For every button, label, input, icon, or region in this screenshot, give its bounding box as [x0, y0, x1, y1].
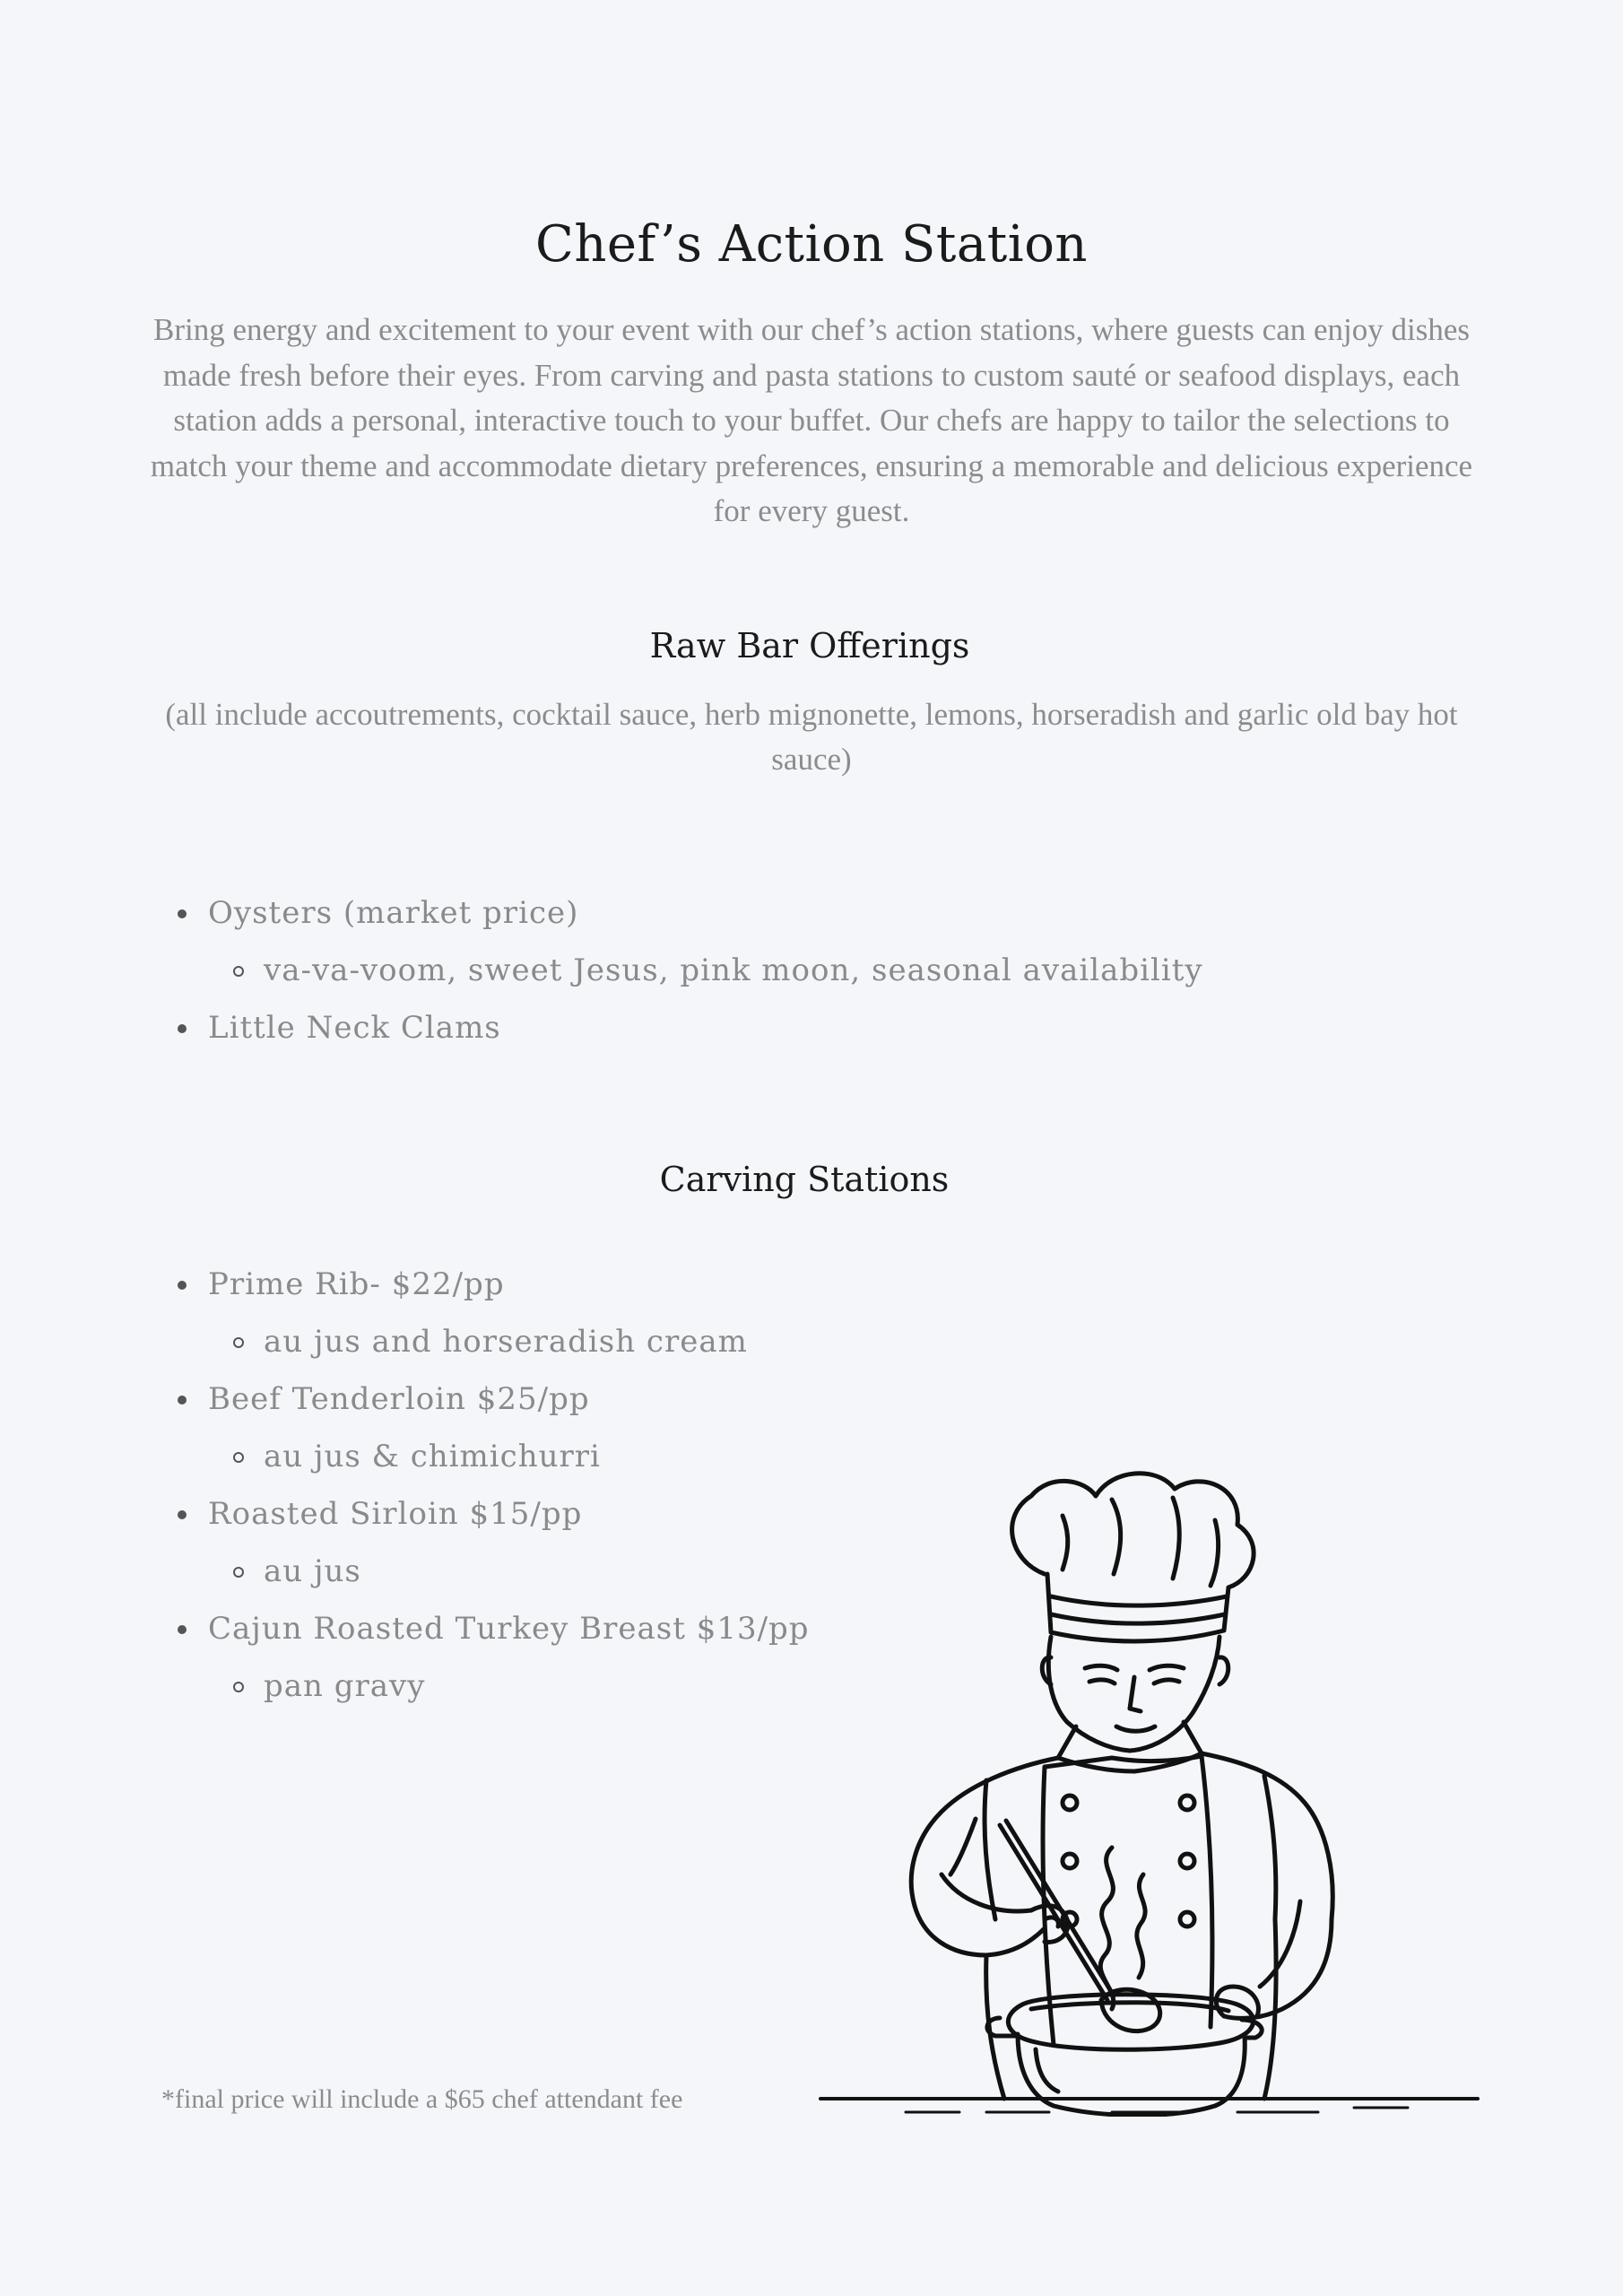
list-subitem	[208, 1657, 810, 1715]
chef-illustration-icon	[816, 1453, 1480, 2117]
carving-list	[208, 1256, 810, 1715]
list-subitem	[208, 1428, 810, 1485]
list-subitem	[208, 1313, 810, 1370]
footnote: *final price will include a $65 chef attendant fee	[161, 2084, 683, 2114]
bullet-icon	[178, 1024, 187, 1033]
list-subitem-label: au jus	[264, 1553, 361, 1589]
list-item	[208, 1485, 810, 1543]
raw-bar-list	[208, 884, 1203, 1057]
bullet-icon	[178, 1625, 187, 1634]
list-item	[208, 884, 1203, 942]
list-item-label: Little Neck Clams	[208, 1010, 501, 1046]
bullet-icon	[178, 1510, 187, 1519]
raw-bar-note: (all include accoutrements, cocktail sauce, herb mignonette, lemons, horseradish and garlic old bay hot sauce)	[165, 697, 1458, 777]
list-subitem-label: va-va-voom, sweet Jesus, pink moon, seasonal availability	[264, 952, 1203, 988]
list-item	[208, 1370, 810, 1428]
bullet-icon	[178, 1281, 187, 1290]
bullet-icon	[178, 909, 187, 918]
sub-bullet-icon	[233, 1682, 244, 1692]
list-item	[208, 1256, 810, 1313]
list-subitem-label: au jus & chimichurri	[264, 1439, 601, 1474]
sub-bullet-icon	[233, 1337, 244, 1348]
list-item-label: Roasted Sirloin $15/pp	[208, 1496, 583, 1532]
list-item-label: Prime Rib- $22/pp	[208, 1266, 505, 1302]
list-subitem-label: au jus and horseradish cream	[264, 1324, 748, 1360]
list-subitem-label: pan gravy	[264, 1668, 426, 1704]
list-item	[208, 1600, 810, 1657]
carving-heading: Carving Stations	[659, 1160, 950, 1199]
page-title: Chef’s Action Station	[535, 215, 1088, 274]
bullet-icon	[178, 1396, 187, 1405]
sub-bullet-icon	[233, 966, 244, 977]
raw-bar-heading: Raw Bar Offerings	[649, 626, 970, 665]
sub-bullet-icon	[233, 1452, 244, 1463]
list-item-label: Cajun Roasted Turkey Breast $13/pp	[208, 1611, 810, 1647]
list-item-label: Oysters (market price)	[208, 895, 579, 931]
intro-paragraph: Bring energy and excitement to your event with our chef’s action stations, where guests can enjoy dishes made fresh before their eyes. From carving and pasta stations to custom sauté or seafood displays, each station adds a personal, interactive touch to your buffet. Our chefs are happy to tailor the selections to match your theme and accommodate dietary preferences, ensuring a memorable and delicious experience for every guest.	[150, 312, 1473, 528]
list-subitem	[208, 942, 1203, 999]
list-item	[208, 999, 1203, 1057]
list-subitem	[208, 1543, 810, 1600]
list-item-label: Beef Tenderloin $25/pp	[208, 1381, 590, 1417]
sub-bullet-icon	[233, 1567, 244, 1578]
